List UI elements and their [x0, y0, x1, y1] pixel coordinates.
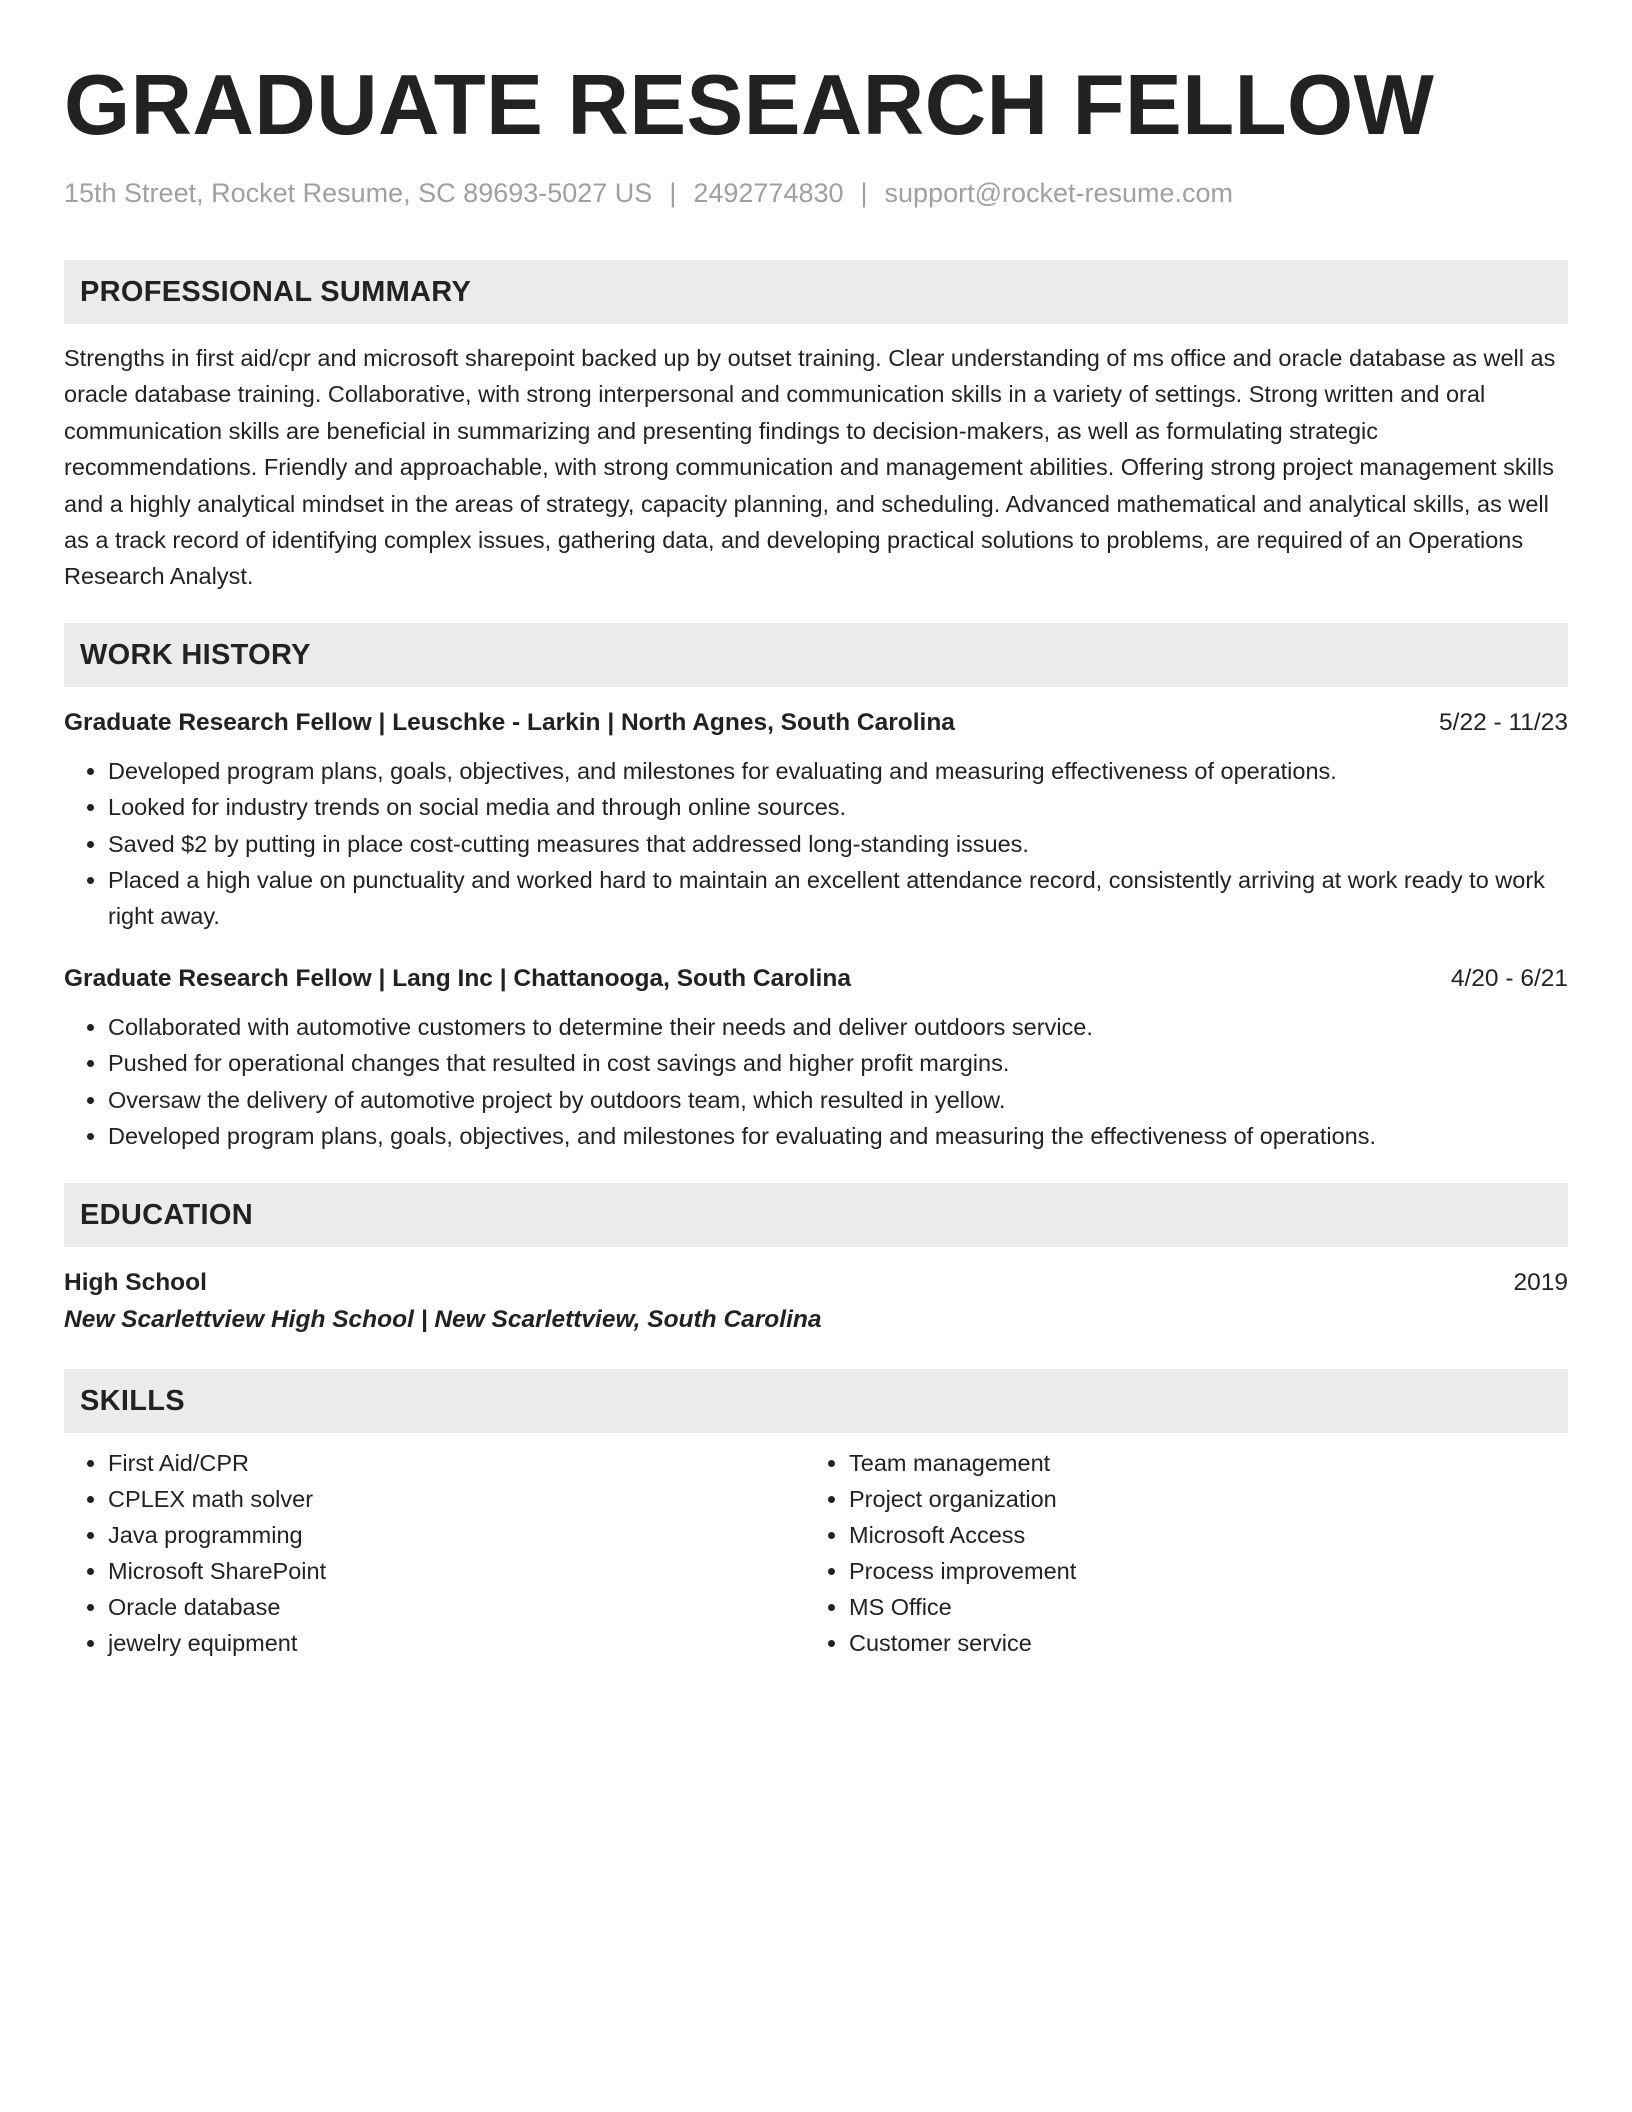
education-year: 2019: [1513, 1268, 1568, 1296]
skill-item: • Oracle database: [108, 1589, 805, 1625]
job-bullet: • Pushed for operational changes that resulted in cost savings and higher profit margins.: [108, 1045, 1568, 1081]
education-school: New Scarlettview High School | New Scarlettview, South Carolina: [64, 1305, 822, 1333]
contact-address: 15th Street, Rocket Resume, SC 89693-5027 US: [64, 178, 653, 208]
job-bullet: • Looked for industry trends on social media and through online sources.: [108, 789, 1568, 825]
job-dates: 5/22 - 11/23: [1439, 708, 1568, 736]
job-title: Graduate Research Fellow | Leuschke - Larkin | North Agnes, South Carolina: [64, 708, 955, 736]
skill-item: • Team management: [849, 1445, 1568, 1481]
job-bullet-list: [64, 753, 1568, 935]
section-heading-education: EDUCATION: [64, 1183, 1568, 1247]
job-bullet: • Developed program plans, goals, objectives, and milestones for evaluating and measuring effectiveness of operations.: [108, 753, 1568, 789]
job-bullet: • Saved $2 by putting in place cost-cutting measures that addressed long-standing issues.: [108, 826, 1568, 862]
section-heading-work-history: WORK HISTORY: [64, 623, 1568, 687]
section-heading-summary: PROFESSIONAL SUMMARY: [64, 260, 1568, 324]
skill-item: • Microsoft Access: [849, 1517, 1568, 1553]
skill-item: • Process improvement: [849, 1553, 1568, 1589]
contact-phone: 2492774830: [693, 178, 844, 208]
job-entry: [64, 707, 1568, 935]
contact-separator: |: [860, 178, 868, 208]
skill-item: • jewelry equipment: [108, 1625, 805, 1661]
job-header: [64, 963, 1568, 995]
job-bullet: • Collaborated with automotive customers to determine their needs and deliver outdoors service.: [108, 1009, 1568, 1045]
resume-name: GRADUATE RESEARCH FELLOW: [64, 58, 1435, 153]
skills-list-right: [805, 1445, 1568, 1661]
skill-item: • Project organization: [849, 1481, 1568, 1517]
education-degree: High School: [64, 1268, 207, 1296]
contact-email: support@rocket-resume.com: [884, 178, 1234, 208]
job-bullet: • Placed a high value on punctuality and worked hard to maintain an excellent attendance record, consistently arriving at work ready to work right away.: [108, 862, 1568, 935]
skill-item: • Microsoft SharePoint: [108, 1553, 805, 1589]
contact-line: [64, 176, 1568, 210]
job-bullet: • Oversaw the delivery of automotive project by outdoors team, which resulted in yellow.: [108, 1082, 1568, 1118]
summary-paragraph: Strengths in first aid/cpr and microsoft sharepoint backed up by outset training. Clear understanding of ms office and oracle database as well as oracle database training. Collaborative, with strong interpersonal and communication skills in a variety of settings. Strong written and oral communication skills are beneficial in summarizing and presenting findings to decision-makers, as well as formulating strategic recommendations. Friendly and approachable, with strong communication and management abilities. Offering strong project management skills and a highly analytical mindset in the areas of strategy, capacity planning, and scheduling. Advanced mathematical and analytical skills, as well as a track record of identifying complex issues, gathering data, and developing practical solutions to problems, are required of an Operations Research Analyst.: [64, 345, 1556, 590]
job-bullet-list: [64, 1009, 1568, 1155]
skill-item: • Customer service: [849, 1625, 1568, 1661]
education-header: [64, 1265, 1568, 1301]
skill-item: • Java programming: [108, 1517, 805, 1553]
job-dates: 4/20 - 6/21: [1450, 964, 1568, 992]
section-heading-skills: SKILLS: [64, 1369, 1568, 1433]
skill-item: • MS Office: [849, 1589, 1568, 1625]
skill-item: • CPLEX math solver: [108, 1481, 805, 1517]
job-entry: [64, 963, 1568, 1155]
contact-separator: |: [669, 178, 677, 208]
job-bullet: • Developed program plans, goals, objectives, and milestones for evaluating and measuring the effectiveness of operations.: [108, 1118, 1568, 1154]
job-title: Graduate Research Fellow | Lang Inc | Chattanooga, South Carolina: [64, 964, 851, 992]
skills-columns: [64, 1445, 1568, 1661]
skills-list-left: [64, 1445, 805, 1661]
skill-item: • First Aid/CPR: [108, 1445, 805, 1481]
job-header: [64, 707, 1568, 739]
